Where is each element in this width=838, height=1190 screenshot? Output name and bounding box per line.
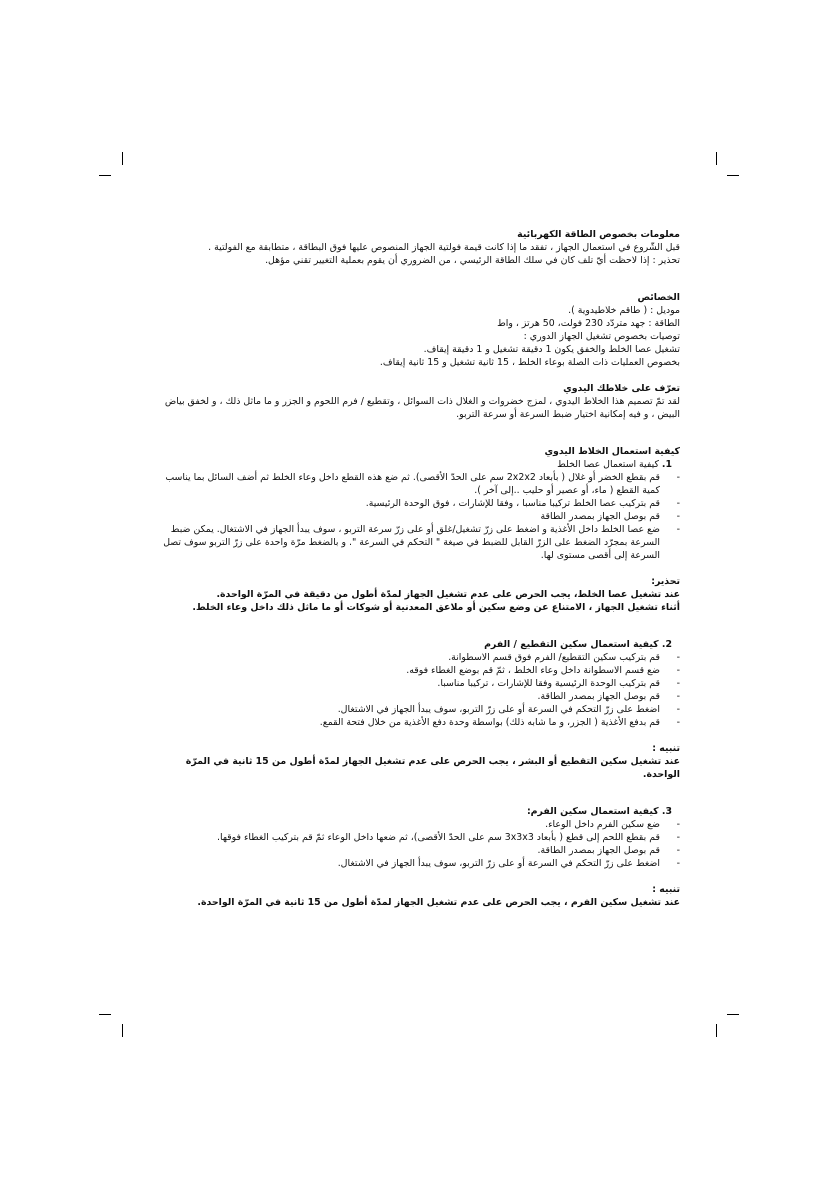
step2-bullet: - قم بتركيب الوحدة الرئيسية وفقا للإشارات ، تركيبا مناسبا. [150, 677, 680, 690]
crop-mark [727, 1014, 739, 1015]
specs-model: موديل : ( طاقم خلاطيدوية ). [568, 305, 680, 316]
step1-title [150, 458, 680, 471]
step2-bullet: - اضغط على زرّ التحكم في السرعة أو على زرّ التربو، سوف يبدأ الجهاز في الاشتغال. [150, 703, 680, 716]
step1-number: 1. [661, 459, 672, 470]
step3-number: 3. [661, 806, 672, 817]
specs-bowl-cycle: بخصوص العمليات ذات الصلة بوعاء الخلط ، 15 ثانية تشغيل و 15 ثانية إيقاف. [379, 357, 680, 368]
step1-warning-label: تحذير: [651, 576, 680, 587]
step1-warning-line: عند تشغيل عصا الخلط، يجب الحرص على عدم تشغيل الجهاز لمدّة أطول من دقيقة في المرّة الواحدة. [216, 589, 680, 600]
step2-bullet: - قم بدفع الأغذية ( الجزر، و ما شابه ذلك) بواسطة وحدة دفع الأغذية من خلال فتحة القمع. [150, 716, 680, 729]
crop-mark [716, 152, 717, 165]
power-warning-line: تحذير : إذا لاحظت أيّ تلف كان في سلك الطاقة الرئيسي ، من الضروري أن يقوم بعملية التغيير تقني مؤهل. [265, 255, 680, 266]
step3-title-text: كيفية استعمال سكين الفرم: [526, 806, 659, 817]
step1-warning-line: أثناء تشغيل الجهاز ، الامتناع عن وضع سكين أو ملاعق المعدنية أو شوكات أو ما ماثل ذلك داخل وعاء الخلط. [192, 602, 680, 613]
intro-heading: تعرّف على خلاطك اليدوي [563, 383, 680, 394]
crop-mark [716, 1024, 717, 1037]
step3-bullet: - قم بوصل الجهاز بمصدر الطاقة. [150, 844, 680, 857]
specs-recommendations: توصيات بخصوص تشغيل الجهاز الدوري : [523, 331, 680, 342]
step1-title-text: كيفية استعمال عصا الخلط [557, 459, 659, 470]
crop-mark [99, 175, 111, 176]
step3-title [150, 805, 680, 818]
step1-bullet: - قم بقطع الخضر أو غلال ( بأبعاد 2x2x2 سم على الحدّ الأقصى). ثم ضع هذه القطع داخل وعاء الخلط ثم أضف السائل بما يناسب كمية القطع ( ماء، أو عصير أو حليب ..إلى آخر ). [150, 471, 680, 497]
specs-stick-cycle: تشغيل عصا الخلط والخفق يكون 1 دقيقة تشغيل و 1 دقيقة إيقاف. [423, 344, 680, 355]
step2-bullet: - قم بتركيب سكين التقطيع/ الفرم فوق قسم الاسطوانة. [150, 651, 680, 664]
step3-bullet: - اضغط على زرّ التحكم في السرعة أو على زرّ التربو، سوف يبدأ الجهاز في الاشتغال. [150, 857, 680, 870]
power-heading: معلومات بخصوص الطاقة الكهربائية [517, 229, 680, 240]
step3-bullet: - ضع سكين الفرم داخل الوعاء. [150, 818, 680, 831]
step1-bullet: - ضع عصا الخلط داخل الأغذية و اضغط على زرّ تشغيل/غلق أو على زرّ سرعة التربو ، سوف يبدأ الجهاز في الاشتغال. يمكن ضبط السرعة بمجرّد الضغط على الزرّ القابل للضبط في صيغة " التحكم في السرعة ". و بالضغط مرّة واحدة على زرّ التربو سوف تصل السرعة إلى أقصى مستوى لها. [150, 523, 680, 562]
crop-mark [122, 152, 123, 165]
intro-line: البيض ، و فيه إمكانية اختيار ضبط السرعة أو سرعة التربو. [456, 409, 680, 420]
step2-note-line: عند تشغيل سكين التقطيع أو البشر ، يجب الحرص على عدم تشغيل الجهاز لمدّة أطول من 15 ثانية في المرّة الواحدة. [185, 756, 680, 780]
specs-heading: الخصائص [637, 292, 680, 303]
crop-mark [727, 175, 739, 176]
step3-note-line: عند تشغيل سكين الفرم ، يجب الحرص على عدم تشغيل الجهاز لمدّة أطول من 15 ثانية في المرّة الواحدة. [197, 897, 680, 908]
step2-title-text: كيفية استعمال سكين التقطيع / الفرم [484, 639, 659, 650]
step2-number: 2. [661, 639, 672, 650]
crop-mark [99, 1014, 111, 1015]
step2-bullet: - ضع قسم الاسطوانة داخل وعاء الخلط ، ثمّ قم بوضع الغطاء فوقه. [150, 664, 680, 677]
step2-title [150, 638, 680, 651]
step1-bullet: - قم بوصل الجهاز بمصدر الطاقة [150, 510, 680, 523]
step2-note-label: تنبيه : [652, 743, 680, 754]
step3-bullet: - قم بقطع اللحم إلى قطع ( بأبعاد 3x3x3 سم على الحدّ الأقصى)، ثم ضعها داخل الوعاء ثمّ قم بتركيب الغطاء فوقها. [150, 831, 680, 844]
step3-note-label: تنبيه : [652, 884, 680, 895]
specs-power: الطاقة : جهد متردّد 230 فولت، 50 هرتز ، واط [497, 318, 680, 329]
crop-mark [122, 1024, 123, 1037]
manual-page [150, 228, 680, 909]
usage-heading: كيفية استعمال الخلاط اليدوي [544, 446, 680, 457]
intro-line: لقد تمّ تصميم هذا الخلاط اليدوي ، لمزج خضروات و الغلال ذات السوائل ، وتقطيع / فرم اللحوم و الجزر و ما ماثل ذلك ، و لخفق بياض [164, 396, 680, 407]
step1-bullet: - قم بتركيب عصا الخلط تركيبا مناسبا ، وفقا للإشارات ، فوق الوحدة الرئيسية. [150, 497, 680, 510]
step2-bullet: - قم بوصل الجهاز بمصدر الطاقة. [150, 690, 680, 703]
power-line: قبل الشّروع في استعمال الجهاز ، تفقد ما إذا كانت قيمة فولتية الجهاز المنصوص عليها فوق البطاقة ، متطابقة مع الفولتية . [208, 242, 680, 253]
